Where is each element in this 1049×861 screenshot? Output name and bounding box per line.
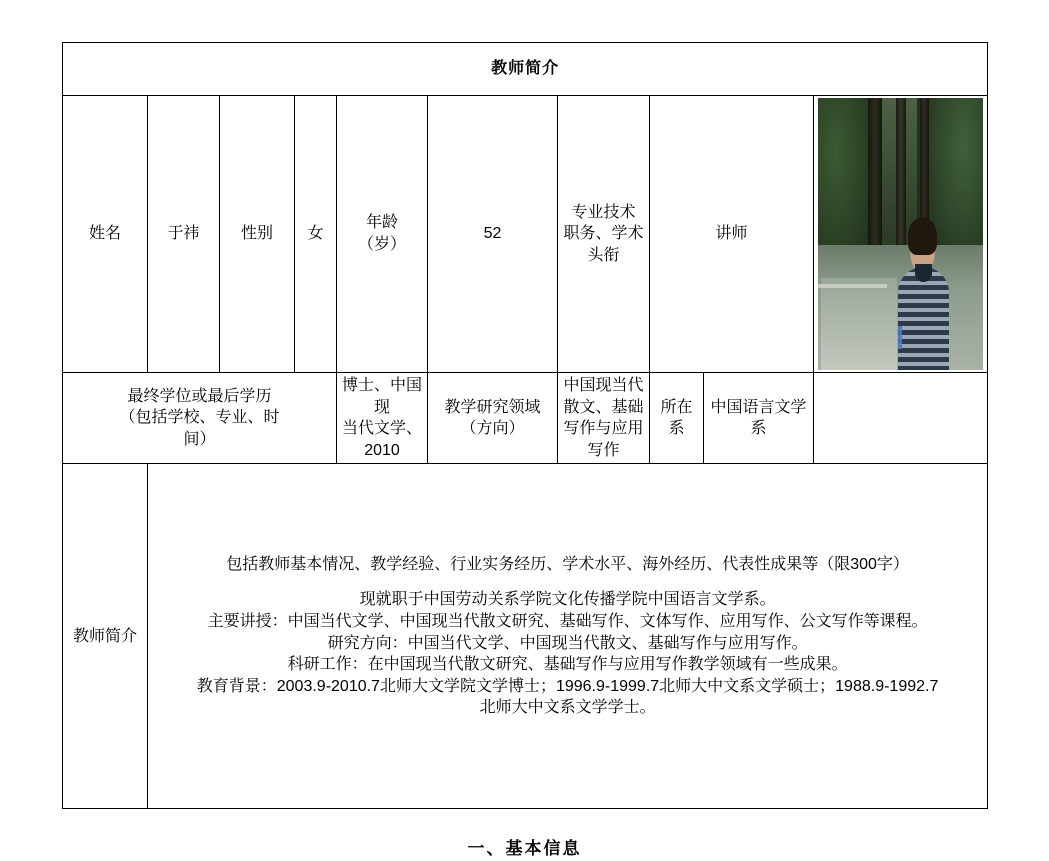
page-footer: 一、基本信息 — [467, 839, 582, 858]
degree-row — [63, 373, 988, 464]
research-field-value-line2: 散文、基础 — [563, 398, 644, 416]
age-label — [337, 96, 428, 373]
photo-person-collar — [915, 264, 932, 282]
intro-line-0: 现就职于中国劳动关系学院文化传播学院中国语言文学系。 — [359, 591, 776, 609]
intro-line-3: 科研工作：在中国现当代散文研究、基础写作与应用写作教学领域有一些成果。 — [287, 656, 848, 674]
name-label: 姓名 — [63, 96, 148, 373]
research-field-value-line1: 中国现当代 — [563, 377, 644, 394]
teacher-photo-cell — [814, 96, 988, 373]
photo-railing — [818, 284, 887, 288]
photo-person-body — [898, 267, 950, 370]
intro-row — [63, 464, 988, 809]
research-field-label — [428, 373, 558, 464]
professional-title-label-line3: 头衔 — [587, 246, 620, 264]
department-value-line2: 系 — [750, 420, 767, 438]
degree-value-line1: 博士、中国现 — [341, 377, 422, 416]
photo-tree-trunk-3 — [920, 98, 928, 229]
professional-title-value: 讲师 — [650, 96, 814, 373]
degree-value-line3: 2010 — [364, 441, 400, 459]
professional-title-label-line2: 职务、学术 — [563, 225, 644, 243]
basic-info-row — [63, 96, 988, 373]
department-value-line1: 中国语言文学 — [710, 398, 807, 416]
title-row — [63, 43, 988, 96]
photo-path — [821, 278, 897, 370]
intro-body — [148, 464, 988, 809]
intro-line-1: 主要讲授：中国当代文学、中国现当代散文研究、基础写作、文体写作、应用写作、公文写作等课程。 — [207, 612, 928, 630]
intro-hint: 包括教师基本情况、教学经验、行业实务经历、学术水平、海外经历、代表性成果等（限300字） — [226, 555, 909, 573]
department-label-line2: 系 — [668, 420, 685, 438]
degree-label-line1: 最终学位或最后学历 — [127, 387, 272, 405]
research-field-label-line2: （方向） — [460, 420, 525, 438]
degree-label-line2: （包括学校、专业、时 — [119, 409, 280, 427]
age-label-line2: （岁） — [357, 236, 406, 253]
degree-value — [337, 373, 428, 464]
research-field-value — [558, 373, 650, 464]
research-field-value-line3: 写作与应用 — [563, 420, 644, 438]
degree-label-line3: 间） — [183, 430, 216, 448]
department-label — [650, 373, 704, 464]
photo-tree-trunk-1 — [868, 98, 883, 267]
professional-title-label-line1: 专业技术 — [571, 203, 636, 221]
intro-line-2: 研究方向：中国当代文学、中国现当代散文、基础写作与应用写作。 — [327, 634, 808, 652]
professional-title-label — [558, 96, 650, 373]
teacher-profile-table — [62, 42, 988, 809]
gender-value: 女 — [295, 96, 337, 373]
intro-line-4: 教育背景：2003.9-2010.7北师大文学院文学博士；1996.9-1999.7北师大中文系文学硕士；1988.9-1992.7 — [196, 677, 939, 695]
intro-label: 教师简介 — [63, 464, 148, 809]
degree-label — [63, 373, 337, 464]
degree-row-empty-cell — [814, 373, 988, 464]
photo-blue-object — [898, 326, 902, 350]
intro-line-5: 北师大中文系文学学士。 — [479, 699, 656, 717]
teacher-photo — [818, 98, 983, 370]
department-label-line1: 所在 — [660, 398, 693, 416]
degree-value-line2: 当代文学、 — [341, 420, 422, 438]
photo-person-hair — [908, 217, 937, 255]
age-label-line1: 年龄 — [365, 214, 398, 232]
age-value: 52 — [428, 96, 558, 373]
photo-person — [896, 223, 952, 370]
research-field-label-line1: 教学研究领域 — [444, 398, 541, 416]
gender-label: 性别 — [220, 96, 295, 373]
department-value — [704, 373, 814, 464]
name-value: 于祎 — [148, 96, 220, 373]
page-title: 教师简介 — [63, 43, 988, 96]
research-field-value-line4: 写作 — [587, 441, 620, 459]
